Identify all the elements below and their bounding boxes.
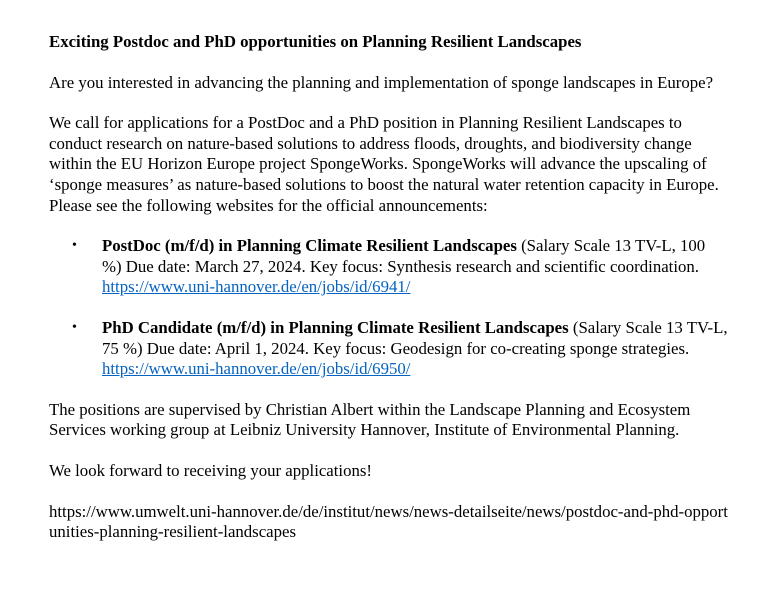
call-paragraph: We call for applications for a PostDoc and a PhD position in Planning Resilient Landscapes to conduct research on nature-based solutions to address floods, droughts, and biodiversity change within the EU Horizon Europe project SpongeWorks. SpongeWorks will advance the upscaling of ‘sponge measures’ as nature-based solutions to boost the natural water retention capacity in Europe. Please see the following websites for the official announcements:: [49, 113, 719, 215]
phd-job-link[interactable]: https://www.uni-hannover.de/en/jobs/id/6950/: [102, 359, 411, 379]
intro-question: Are you interested in advancing the planning and implementation of sponge landscapes in Europe?: [49, 72, 714, 92]
position-details: (Salary Scale 13 TV-L, 100 %) Due date: March 27, 2024. Key focus: Synthesis research and scientific coordination.: [102, 236, 706, 276]
position-title: PostDoc (m/f/d) in Planning Climate Resilient Landscapes: [102, 236, 517, 256]
position-title: PhD Candidate (m/f/d) in Planning Climate Resilient Landscapes: [102, 317, 569, 337]
postdoc-job-link[interactable]: https://www.uni-hannover.de/en/jobs/id/6941/: [102, 277, 411, 297]
announcement-heading: Exciting Postdoc and PhD opportunities on Planning Resilient Landscapes: [49, 32, 582, 51]
closing-line: We look forward to receiving your applications!: [49, 460, 372, 480]
source-url: https://www.umwelt.uni-hannover.de/de/institut/news/news-detailseite/news/postdoc-and-phd-opportunities-planning-resilient-landscapes: [49, 501, 728, 542]
bullet-icon: •: [72, 238, 77, 254]
supervision-paragraph: The positions are supervised by Christian Albert within the Landscape Planning and Ecosystem Services working group at Leibniz University Hannover, Institute of Environmental Planning.: [49, 399, 691, 440]
position-details: (Salary Scale 13 TV-L, 75 %) Due date: April 1, 2024. Key focus: Geodesign for co-creating sponge strategies.: [102, 317, 728, 358]
list-item-phd: [49, 318, 728, 380]
bullet-icon: •: [72, 319, 77, 335]
positions-list: [49, 236, 728, 380]
list-item-postdoc: [49, 236, 728, 298]
